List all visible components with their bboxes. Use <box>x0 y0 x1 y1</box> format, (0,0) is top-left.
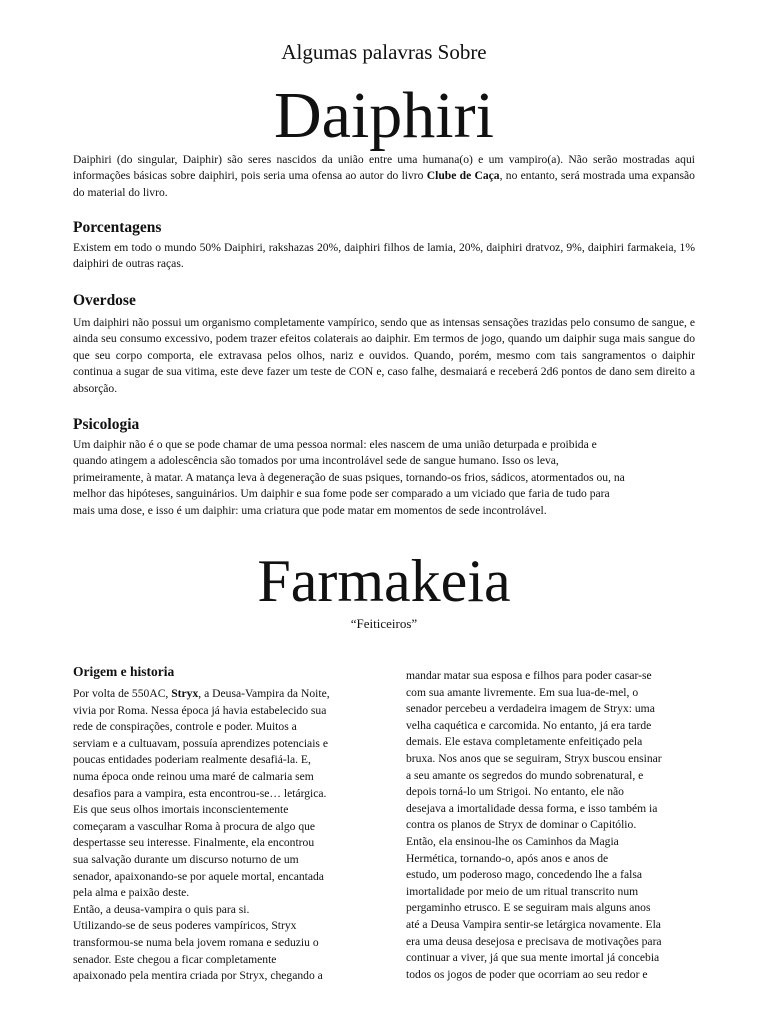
line-segment: despertasse seu interesse. Finalmente, ela encontrou <box>73 836 315 850</box>
line-segment: Utilizando-se de seus poderes vampíricos, Stryx <box>73 919 297 933</box>
line-segment: transformou-se numa bela jovem romana e seduziu o <box>73 935 319 949</box>
right-column-line: depois torná-lo um Strigoi. No entanto, ele não <box>406 785 624 799</box>
right-column-line: senador percebeu a verdadeira imagem de Stryx: uma <box>406 702 655 716</box>
farmakeia-subtitle: “Feiticeiros” <box>350 616 418 631</box>
psicologia-line: primeiramente, à matar. A matança leva à degeneração de suas psiques, tornando-os frios, sádicos, atormentados ou, na <box>73 470 625 484</box>
psicologia-line: Um daiphir não é o que se pode chamar de uma pessoa normal: eles nascem de uma união deturpada e proibida e <box>73 438 597 451</box>
left-column-line <box>73 686 363 703</box>
line-segment: serviam e a cultuavam, possuía aprendizes potenciais e <box>73 736 328 750</box>
line-segment: Por volta de 550AC, <box>73 687 172 700</box>
heading-origem-historia: Origem e historia <box>73 664 175 679</box>
left-column-line <box>73 918 363 935</box>
heading-psicologia: Psicologia <box>73 416 140 433</box>
line-segment: numa época onde reinou uma maré de calmaria sem <box>73 769 314 783</box>
right-column-line: imortalidade por meio de um ritual transcrito num <box>406 884 639 898</box>
line-segment: rede de conspirações, controle e poder. Muitos a <box>73 720 297 734</box>
left-column-line <box>73 802 363 819</box>
overdose-paragraph: Um daiphiri não possui um organismo completamente vampírico, sendo que as intensas sensações trazidas pelo consumo de sangue, e ainda seu consumo excessivo, podem trazer efeitos colaterais ao daiphir. Em termos de jogo, quando um daiphir suga mais sangue do que seu corpo comporta, ele extravasa pelos olhos, nariz e ouvidos. Quando, porém, mesmo com tais sangramentos o daiphir continua a sugar de sua vitima, este deve fazer um teste de CON e, caso falhe, desmaiará e receberá 2d6 pontos de dano sem direito a absorção. <box>73 316 695 395</box>
porcentagens-paragraph: Existem em todo o mundo 50% Daiphiri, rakshazas 20%, daiphiri filhos de lamia, 20%, daiphiri dratvoz, 9%, daiphiri farmakeia, 1% daiphiri de outras raças. <box>73 241 695 271</box>
left-column-line <box>73 736 363 753</box>
right-column-line: com sua amante livremente. Em sua lua-de-mel, o <box>406 685 639 699</box>
right-column-line: todos os jogos de poder que ocorriam ao seu redor e <box>406 967 648 981</box>
right-column-line: era uma deusa desejosa e precisava de motivações para <box>406 934 662 948</box>
left-column-line <box>73 752 363 769</box>
line-segment: começaram a vasculhar Roma à procura de algo que <box>73 819 316 833</box>
page-title: Daiphiri <box>274 79 494 152</box>
right-column-line: Então, ela ensinou-lhe os Caminhos da Magia <box>406 834 619 848</box>
line-segment: apaixonado pela mentira criada por Stryx, chegando a <box>73 969 323 983</box>
right-column-line: a seu amante os segredos do mundo sobrenatural, e <box>406 768 644 782</box>
intro-text-2: , no entanto, será mostrada uma expansão do material do livro. <box>73 169 695 199</box>
left-column-line <box>73 703 363 720</box>
line-segment: pela alma e paixão deste. <box>73 886 190 900</box>
heading-overdose: Overdose <box>73 292 136 309</box>
right-column-line: bruxa. Nos anos que se seguiram, Stryx buscou ensinar <box>406 751 662 765</box>
psicologia-line: melhor das hipóteses, sanguinários. Um daiphir e sua fome pode ser comparado a um viciado que faria de tudo para <box>73 487 610 501</box>
left-column-line <box>73 968 363 985</box>
right-column-line: contra os planos de Stryx de dominar o Capitólio. <box>406 818 637 832</box>
left-column <box>73 686 363 985</box>
left-column-line <box>73 769 363 786</box>
line-segment: senador, apaixonando-se por aquele mortal, encantada <box>73 869 324 883</box>
pre-title: Algumas palavras Sobre <box>281 40 487 64</box>
left-column-line <box>73 902 363 919</box>
left-column-line <box>73 952 363 969</box>
stryx-name: Stryx <box>171 687 199 700</box>
right-column-line: velha caquética e carcomida. No entanto, já era tarde <box>406 718 652 732</box>
line-segment: vivia por Roma. Nessa época já havia estabelecido sua <box>73 703 327 717</box>
line-segment: sua salvação durante um discurso noturno de um <box>73 852 299 866</box>
line-segment: Então, a deusa-vampira o quis para si. <box>73 902 250 916</box>
psicologia-line: quando atingem a adolescência são tomados por uma incontrolável sede de sangue humano. Isso os leva, <box>73 454 559 468</box>
line-segment: Eis que seus olhos imortais inconscientemente <box>73 803 289 817</box>
farmakeia-title: Farmakeia <box>257 548 511 614</box>
right-column-line: continuar a viver, já que sua mente imortal já concebia <box>406 951 660 965</box>
left-column-line <box>73 869 363 886</box>
left-column-line <box>73 935 363 952</box>
psicologia-line: mais uma dose, e isso é um daiphir: uma criatura que pode matar em momentos de sede incontrolável. <box>73 503 547 517</box>
line-segment: , a Deusa-Vampira da Noite, <box>198 687 330 700</box>
right-column-line: mandar matar sua esposa e filhos para poder casar-se <box>406 669 652 682</box>
left-column-line <box>73 819 363 836</box>
line-segment: senador. Este chegou a ficar completamente <box>73 952 277 966</box>
left-column-line <box>73 852 363 869</box>
line-segment: desafios para a vampira, esta encontrou-se… letárgica. <box>73 786 327 800</box>
intro-text-1: Daiphiri (do singular, Daiphir) são seres nascidos da união entre uma humana(o) e um vampiro(a). Não serão mostradas aqui informações básicas sobre daiphiri, pois seria uma ofensa ao autor do livro <box>73 153 695 183</box>
intro-paragraph <box>73 152 695 201</box>
line-segment: poucas entidades poderiam realmente desafiá-la. E, <box>73 753 311 767</box>
psicologia-paragraph <box>73 437 695 519</box>
left-column-line <box>73 885 363 902</box>
right-column-line: até a Deusa Vampira sentir-se letárgica novamente. Ela <box>406 917 661 931</box>
right-column-line: Hermética, tornando-o, após anos e anos de <box>406 851 609 865</box>
right-column <box>406 668 698 983</box>
left-column-line <box>73 835 363 852</box>
heading-porcentagens: Porcentagens <box>73 219 162 236</box>
book-title: Clube de Caça <box>426 169 500 183</box>
left-column-line <box>73 786 363 803</box>
right-column-line: pergaminho etrusco. E se seguiram mais alguns anos <box>406 901 651 915</box>
right-column-line: demais. Ele estava completamente enfeitiçado pela <box>406 735 643 749</box>
right-column-line: estudo, um poderoso mago, concedendo lhe a falsa <box>406 868 642 882</box>
left-column-line <box>73 719 363 736</box>
right-column-line: desejava a imortalidade dessa forma, e isso também ia <box>406 801 658 815</box>
